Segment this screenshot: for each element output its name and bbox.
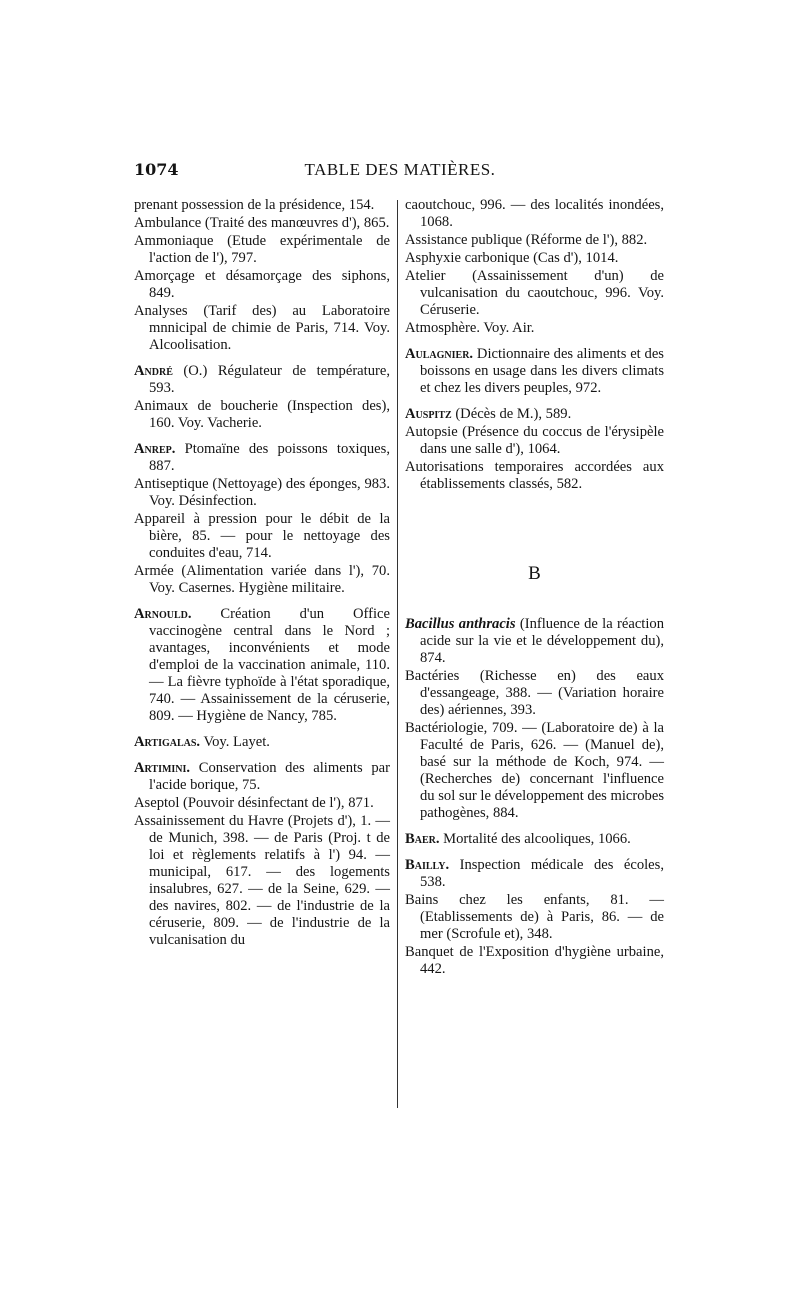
entry-author: Artigalas. [134, 734, 201, 750]
entry-author: Artimini. [134, 760, 191, 776]
running-title: TABLE DES MATIÈRES. [304, 160, 496, 179]
right-column [405, 197, 664, 979]
section-letter: B [528, 563, 541, 584]
index-entry: Banquet de l'Exposition d'hygiène urbaine, 442. [405, 944, 664, 977]
index-entry: Bactériologie, 709. — (Laboratoire de) à la Faculté de Paris, 626. — (Manuel de), basé sur la méthode de Koch, 974. — (Recherches de) concernant l'influence du sol sur le développement des microbes pathogènes, 884. [405, 720, 664, 821]
index-entry: Autorisations temporaires accordées aux établissements classés, 582. [405, 459, 664, 492]
index-entry: Aseptol (Pouvoir désinfectant de l'), 871. [134, 795, 374, 811]
index-entry: André (O.) Régulateur de température, 593. [134, 363, 390, 396]
index-entry: Assainissement du Havre (Projets d'), 1. — de Munich, 398. — de Paris (Proj. t de loi et règlements relatifs à l') 94. — municipal, 617. — des logements insalubres, 627. — de la Seine, 629. — des navires, 802. — de l'industrie de la céruserie, 809. — de l'industrie de la vulcanisation du [134, 813, 390, 948]
index-entry: Auspitz (Décès de M.), 589. [405, 406, 572, 422]
index-entry: Artimini. Conservation des aliments par l'acide borique, 75. [134, 760, 390, 793]
index-entry: Armée (Alimentation variée dans l'), 70. Voy. Casernes. Hygiène militaire. [134, 563, 390, 596]
index-entry: Appareil à pression pour le débit de la bière, 85. — pour le nettoyage des conduites d'eau, 714. [134, 511, 390, 561]
index-entry: Ambulance (Traité des manœuvres d'), 865. [134, 215, 390, 231]
index-entry: Atmosphère. Voy. Air. [405, 320, 535, 336]
entry-author: Auspitz [405, 406, 452, 422]
entry-term: Bacillus anthracis [405, 616, 516, 632]
index-entry: caoutchouc, 996. — des localités inondées, 1068. [405, 197, 664, 230]
index-entry: Arnould. Création d'un Office vaccinogène central dans le Nord ; avantages, inconvénients et mode d'emploi de la vaccination animale, 110. — La fièvre typhoïde à l'état sporadique, 740. — Assainissement de la céruserie, 809. — Hygiène de Nancy, 785. [134, 606, 390, 724]
index-entry: Antiseptique (Nettoyage) des éponges, 983. Voy. Désinfection. [134, 476, 390, 509]
entry-author: André [134, 363, 173, 379]
index-entry: Animaux de boucherie (Inspection des), 160. Voy. Vacherie. [134, 398, 390, 431]
index-entry: Asphyxie carbonique (Cas d'), 1014. [405, 250, 619, 266]
index-entry: Ammoniaque (Etude expérimentale de l'action de l'), 797. [134, 233, 390, 266]
index-entry: Anrep. Ptomaïne des poissons toxiques, 887. [134, 441, 390, 474]
page-header [134, 160, 666, 184]
entry-author: Bailly. [405, 857, 450, 873]
page-number: 1074 [134, 160, 179, 179]
index-entry: Analyses (Tarif des) au Laboratoire mnnicipal de chimie de Paris, 714. Voy. Alcoolisation. [134, 303, 390, 353]
index-entry: Artigalas. Voy. Layet. [134, 734, 270, 750]
column-divider [397, 200, 398, 1108]
index-entry: prenant possession de la présidence, 154. [134, 197, 375, 213]
index-entry: Bactéries (Richesse en) des eaux d'essangeage, 388. — (Variation horaire des) aériennes, 393. [405, 668, 664, 718]
index-entry: Aulagnier. Dictionnaire des aliments et des boissons en usage dans les divers climats et chez les divers peuples, 972. [405, 346, 664, 396]
index-entry: Amorçage et désamorçage des siphons, 849. [134, 268, 390, 301]
index-entry: Bailly. Inspection médicale des écoles, 538. [405, 857, 664, 890]
index-entry: Bains chez les enfants, 81. — (Etablissements de) à Paris, 86. — de mer (Scrofule et), 348. [405, 892, 664, 942]
left-column [134, 197, 390, 950]
entry-author: Baer. [405, 831, 440, 847]
index-entry: Assistance publique (Réforme de l'), 882. [405, 232, 648, 248]
index-entry: Atelier (Assainissement d'un) de vulcanisation du caoutchouc, 996. Voy. Céruserie. [405, 268, 664, 318]
entry-author: Aulagnier. [405, 346, 474, 362]
index-entry: Autopsie (Présence du coccus de l'érysipèle dans une salle d'), 1064. [405, 424, 664, 457]
index-entry: Bacillus anthracis (Influence de la réaction acide sur la vie et le développement du), 874. [405, 616, 664, 666]
index-entry: Baer. Mortalité des alcooliques, 1066. [405, 831, 631, 847]
entry-author: Anrep. [134, 441, 176, 457]
entry-author: Arnould. [134, 606, 192, 622]
